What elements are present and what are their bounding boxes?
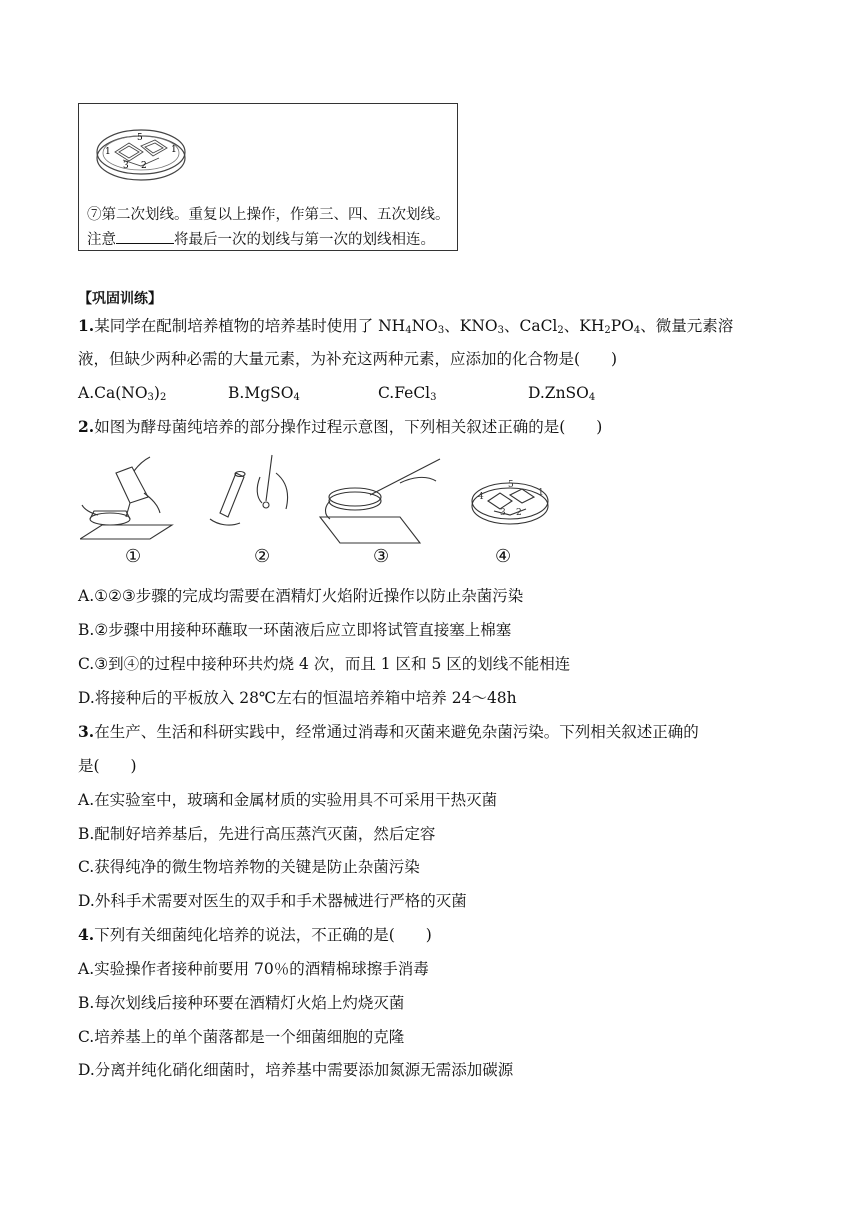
q4-text: 下列有关细菌纯化培养的说法，不正确的是( ) <box>94 926 432 944</box>
q2-option-c: C.③到④的过程中接种环共灼烧 4 次，而且 1 区和 5 区的划线不能相连 <box>78 655 571 673</box>
q4-number: 4. <box>78 925 95 944</box>
q4-stem <box>78 925 432 945</box>
q3-option-a: A.在实验室中，玻璃和金属材质的实验用具不可采用干热灭菌 <box>78 791 498 809</box>
yeast-culture-figures <box>80 453 550 571</box>
q2-option-b: B.②步骤中用接种环蘸取一环菌液后应立即将试管直接塞上棉塞 <box>78 621 512 639</box>
streak-step-box <box>78 103 458 251</box>
q2-number: 2. <box>78 417 95 436</box>
dish-number: 2 <box>141 161 147 171</box>
q3-option-b: B.配制好培养基后，先进行高压蒸汽灭菌，然后定容 <box>78 825 436 843</box>
q2-option-a: A.①②③步骤的完成均需要在酒精灯火焰附近操作以防止杂菌污染 <box>78 587 524 605</box>
q2-text: 如图为酵母菌纯培养的部分操作过程示意图，下列相关叙述正确的是( ) <box>94 418 603 436</box>
dish-number: 2 <box>516 508 522 518</box>
q1-text: PO <box>610 317 634 335</box>
q1-option-d: D.ZnSO$_4$ <box>528 384 596 403</box>
q1-text: NO <box>411 317 438 335</box>
figure-streaking <box>320 459 440 543</box>
subscript: 4 <box>633 325 641 336</box>
fill-in-blank <box>116 231 174 244</box>
note-line <box>87 228 435 249</box>
dish-number: 5 <box>508 480 514 490</box>
q1-text: 、KH <box>563 317 605 335</box>
q4-option-b: B.每次划线后接种环要在酒精灯火焰上灼烧灭菌 <box>78 994 405 1012</box>
q1-text: 某同学在配制培养植物的培养基时使用了 NH <box>94 317 406 335</box>
q2-stem <box>78 417 602 437</box>
q2-option-d: D.将接种后的平板放入 28℃左右的恒温培养箱中培养 24～48h <box>78 689 517 707</box>
petri-dish-illustration <box>93 116 193 188</box>
subscript: 2 <box>557 325 564 336</box>
q1-text: 、微量元素溶 <box>640 317 734 335</box>
dish-number: 1 <box>171 145 177 155</box>
q1-option-c: C.FeCl$_3$ <box>378 384 437 403</box>
subscript: 3 <box>497 325 504 336</box>
subscript: 2 <box>604 325 611 336</box>
figure-label-2: ② <box>254 546 271 567</box>
q4-option-d: D.分离并纯化硝化细菌时，培养基中需要添加氮源无需添加碳源 <box>78 1061 514 1079</box>
q1-option-b: B.MgSO$_4$ <box>228 384 300 403</box>
subscript: 3 <box>437 325 445 336</box>
dish-number: 5 <box>137 133 143 143</box>
q3-option-c: C.获得纯净的微生物培养物的关键是防止杂菌污染 <box>78 858 420 876</box>
q3-option-d: D.外科手术需要对医生的双手和手术器械进行严格的灭菌 <box>78 892 467 910</box>
q3-text: 在生产、生活和科研实践中，经常通过消毒和灭菌来避免杂菌污染。下列相关叙述正确的 <box>94 723 699 741</box>
q3-number: 3. <box>78 722 95 741</box>
figure-label-4: ④ <box>495 546 512 567</box>
q4-option-a: A.实验操作者接种前要用 70％的酒精棉球擦手消毒 <box>78 960 429 978</box>
dish-number: 1 <box>105 147 111 157</box>
figure-label-1: ① <box>125 546 142 567</box>
section-title: 【巩固训练】 <box>78 291 162 307</box>
q1-text: 、KNO <box>444 317 498 335</box>
dish-number: 4 <box>478 492 484 502</box>
note-suffix: 将最后一次的划线与第一次的划线相连。 <box>174 232 435 248</box>
dish-number: 3 <box>123 161 129 171</box>
figure-label-3: ③ <box>373 546 390 567</box>
note-prefix: 注意 <box>87 232 116 248</box>
step-seven-text: ⑦第二次划线。重复以上操作，作第三、四、五次划线。 <box>87 207 450 223</box>
figure-test-tube-loop <box>210 455 288 525</box>
q3-stem-line1 <box>78 722 699 742</box>
q3-stem-line2: 是( ) <box>78 757 137 775</box>
figure-pouring-plate <box>80 457 172 539</box>
subscript: 4 <box>405 325 412 336</box>
q1-stem-line2: 液，但缺少两种必需的大量元素，为补充这两种元素，应添加的化合物是( ) <box>78 350 618 368</box>
q1-stem-line1 <box>78 316 733 336</box>
q4-option-c: C.培养基上的单个菌落都是一个细菌细胞的克隆 <box>78 1028 405 1046</box>
dish-number: 3 <box>500 508 506 518</box>
q1-text: 、CaCl <box>503 317 558 335</box>
q1-option-a: $A.Ca(NO_3)_2$ <box>78 384 167 403</box>
dish-number: 1 <box>538 488 544 498</box>
q1-number: 1. <box>78 316 95 335</box>
